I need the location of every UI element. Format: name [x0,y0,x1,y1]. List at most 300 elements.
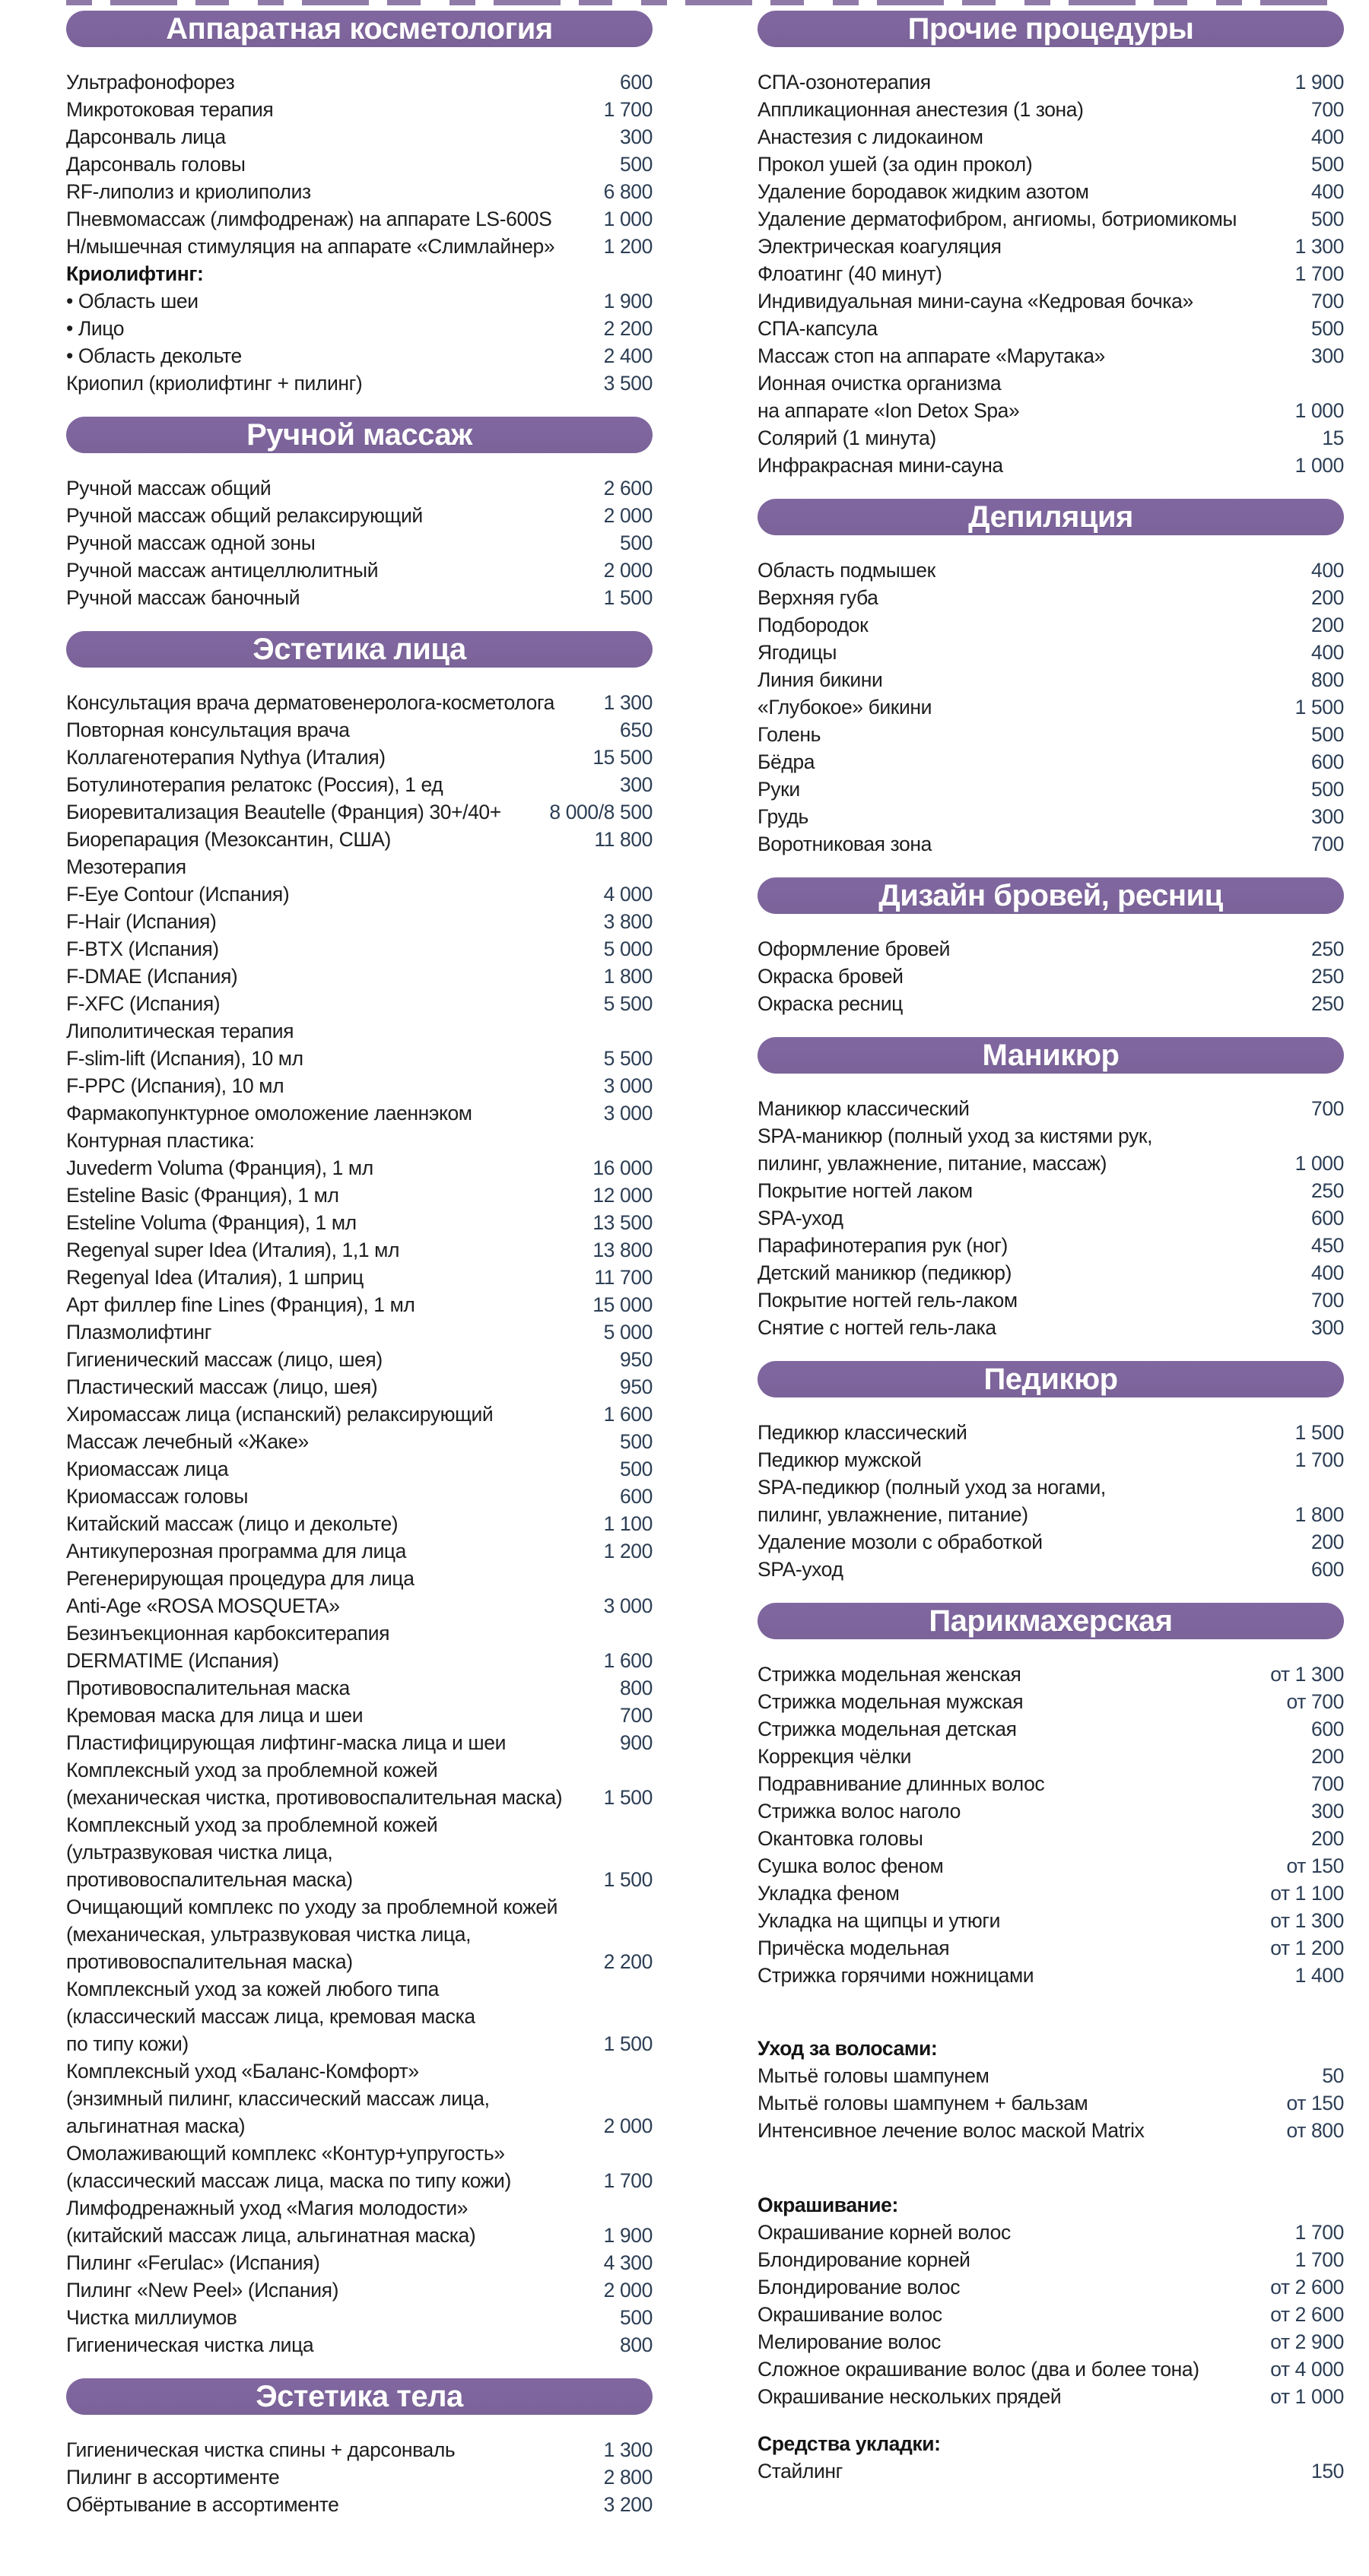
service-name: Парафинотерапия рук (ног) [758,1234,1008,1257]
service-price: 900 [619,1731,653,1754]
service-price: 3 500 [603,372,653,395]
service-price: 1 400 [1294,1964,1344,1987]
service-row [758,2356,1344,2383]
row-spacer [758,2144,1344,2191]
service-row [758,1661,1344,1688]
service-name: RF-липолиз и криолиполиз [66,180,311,203]
service-row [758,1314,1344,1341]
service-row [758,990,1344,1017]
section-header [758,1603,1344,1639]
service-name: Область подмышек [758,559,935,582]
service-price: 2 000 [603,504,653,527]
service-name: F-Eye Contour (Испания) [66,883,290,906]
price-columns [66,11,1344,2518]
service-row [66,584,653,611]
service-price: 300 [1310,805,1344,828]
service-row [758,315,1344,342]
service-name: Удаление дерматофибром, ангиомы, ботриомикомы [758,208,1237,230]
service-price: от 1 000 [1270,2385,1344,2408]
service-name: (классический массаж лица, маска по типу кожи) [66,2169,511,2192]
service-row [758,397,1344,424]
service-name: Китайский массаж (лицо и декольте) [66,1512,399,1535]
service-name: • Лицо [66,317,125,340]
service-row [66,1373,653,1401]
service-row [66,342,653,370]
service-name: Пилинг «New Peel» (Испания) [66,2279,339,2302]
service-row [66,2249,653,2276]
service-name: Повторная консультация врача [66,719,350,741]
service-name: СПА-капсула [758,317,878,340]
service-row [66,798,653,826]
service-price: 400 [1310,641,1344,664]
service-row [758,935,1344,963]
service-name: Укладка на щипцы и утюги [758,1909,1001,1932]
service-price: 800 [619,2333,653,2356]
service-row [66,1072,653,1099]
service-name: Anti-Age «ROSA MOSQUETA» [66,1594,340,1617]
service-row [758,721,1344,748]
service-name: Окрашивание: [758,2194,898,2216]
service-row [758,2117,1344,2144]
service-price: 500 [1310,778,1344,801]
service-row [66,1236,653,1264]
service-name: противовоспалительная маска) [66,1950,353,1973]
service-name: Пилинг «Ferulac» (Испания) [66,2251,320,2274]
service-name: Хиромассаж лица (испанский) релаксирующий [66,1403,494,1426]
section-header [66,2378,653,2415]
service-price: 600 [619,71,653,94]
service-name: Линия бикини [758,668,883,691]
service-row [66,2331,653,2359]
service-price: 2 400 [603,344,653,367]
service-name: Криомассаж головы [66,1485,249,1508]
service-row [758,2430,1344,2457]
service-price: 1 500 [603,1868,653,1891]
service-row [758,260,1344,287]
service-price: 1 300 [1294,235,1344,258]
service-row [758,1825,1344,1852]
service-row [66,1866,653,1893]
service-row [758,205,1344,233]
service-price: от 1 300 [1270,1909,1344,1932]
section-header [758,499,1344,535]
service-price: 2 200 [603,317,653,340]
service-name: Окраска бровей [758,965,904,988]
service-price: 200 [1310,1745,1344,1768]
service-row [66,1784,653,1811]
service-name: Липолитическая терапия [66,1020,294,1042]
service-name: (ультразвуковая чистка лица, [66,1841,333,1864]
service-row [758,370,1344,397]
service-price: 300 [619,773,653,796]
service-name: Удаление бородавок жидким азотом [758,180,1089,203]
service-price: 1 500 [1294,696,1344,719]
service-price: 700 [1310,1097,1344,1120]
service-row [66,1455,653,1483]
service-row [758,2383,1344,2410]
service-price: 300 [1310,1800,1344,1823]
service-name: Биорепарация (Мезоксантин, США) [66,828,391,851]
section-title: Депиляция [968,500,1133,534]
service-name: Солярий (1 минута) [758,427,936,449]
service-name: Криопил (криолифтинг + пилинг) [66,372,363,395]
service-price: 5 000 [603,1321,653,1344]
service-name: Гигиенический массаж (лицо, шея) [66,1348,383,1371]
service-price: 700 [1310,98,1344,121]
service-row [66,1209,653,1236]
service-row [758,1770,1344,1797]
service-price: 500 [1310,723,1344,746]
service-name: Комплексный уход за проблемной кожей [66,1759,438,1781]
service-name: Средства укладки: [758,2432,941,2455]
section-title: Педикюр [983,1363,1118,1396]
service-name: (китайский массаж лица, альгинатная маска) [66,2224,476,2247]
service-price: 2 800 [603,2466,653,2489]
service-row [66,853,653,880]
service-name: Дарсонваль лица [66,125,226,148]
service-name: Фармакопунктурное омоложение лаеннэком [66,1102,472,1125]
service-price: 1 700 [1294,262,1344,285]
service-price: 1 700 [1294,1448,1344,1471]
service-price: от 4 000 [1270,2358,1344,2381]
service-name: Regenyal Idea (Италия), 1 шприц [66,1266,364,1289]
service-price: 2 000 [603,2114,653,2137]
service-name: (механическая чистка, противовоспалительная маска) [66,1786,563,1809]
service-price: 600 [619,1485,653,1508]
service-name: Мытьё головы шампунем + бальзам [758,2092,1088,2114]
service-price: 1 900 [603,2224,653,2247]
service-price: от 150 [1286,1854,1344,1877]
service-name: Окрашивание нескольких прядей [758,2385,1062,2408]
service-row [66,1592,653,1620]
service-row [66,315,653,342]
service-price: 300 [1310,344,1344,367]
service-name: Подравнивание длинных волос [758,1772,1045,1795]
service-price: 1 900 [1294,71,1344,94]
service-name: • Область шеи [66,290,199,312]
service-price: 1 000 [1294,1152,1344,1175]
service-price: 200 [1310,1531,1344,1553]
service-row [758,2035,1344,2062]
service-name: F-PPC (Испания), 10 мл [66,1074,284,1097]
service-name: (механическая, ультразвуковая чистка лица, [66,1923,472,1946]
service-name: Массаж лечебный «Жаке» [66,1430,309,1453]
service-row [66,123,653,151]
service-row [66,287,653,315]
service-price: 1 000 [603,208,653,230]
service-row [758,1880,1344,1907]
service-name: • Область декольте [66,344,242,367]
service-name: Индивидуальная мини-сауна «Кедровая бочка» [758,290,1193,312]
service-price: 3 800 [603,910,653,933]
service-price: 1 700 [1294,2221,1344,2244]
service-name: Маникюр классический [758,1097,970,1120]
service-name: SPA-уход [758,1207,843,1229]
service-name: Арт филлер fine Lines (Франция), 1 мл [66,1293,415,1316]
service-name: DERMATIME (Испания) [66,1649,279,1672]
service-name: Антикуперозная программа для лица [66,1540,407,1562]
section-title: Дизайн бровей, ресниц [878,879,1223,912]
service-name: Очищающий комплекс по уходу за проблемной кожей [66,1896,558,1918]
service-name: Сушка волос феном [758,1854,944,1877]
service-row [66,1702,653,1729]
service-price: 400 [1310,180,1344,203]
service-name: Комплексный уход за кожей любого типа [66,1978,439,2000]
service-row [758,2328,1344,2356]
service-name: Уход за волосами: [758,2037,938,2060]
service-name: Стрижка модельная детская [758,1718,1017,1740]
service-row [758,1150,1344,1177]
service-row [66,2057,653,2085]
service-price: 500 [1310,208,1344,230]
service-row [66,1318,653,1346]
section-header [66,11,653,47]
service-row [66,1620,653,1647]
service-price: 2 000 [603,559,653,582]
service-name: Дарсонваль головы [66,153,246,176]
service-name: Противовоспалительная маска [66,1677,350,1699]
service-row [758,1852,1344,1880]
service-row [66,990,653,1017]
service-price: 2 600 [603,477,653,500]
service-name: СПА-озонотерапия [758,71,931,94]
service-name: Грудь [758,805,808,828]
service-price: 16 000 [592,1156,653,1179]
service-name: Интенсивное лечение волос маской Matrix [758,2119,1145,2142]
service-price: 15 000 [592,1293,653,1316]
service-row [66,1154,653,1182]
service-name: Стрижка волос наголо [758,1800,961,1823]
service-row [66,2085,653,2112]
service-name: F-XFC (Испания) [66,992,221,1015]
service-row [758,1095,1344,1122]
service-price: 15 500 [592,746,653,769]
service-name: Пластифицирующая лифтинг-маска лица и шеи [66,1731,506,1754]
service-name: Аппликационная анестезия (1 зона) [758,98,1084,121]
service-price: 250 [1310,1179,1344,1202]
service-row [758,1934,1344,1962]
left-column [66,11,653,2518]
service-row [758,233,1344,260]
service-name: Чистка миллиумов [66,2306,237,2329]
service-row [66,1948,653,1975]
service-price: 13 800 [592,1239,653,1261]
service-row [66,1921,653,1948]
service-price: 800 [619,1677,653,1699]
service-price: 250 [1310,937,1344,960]
row-spacer [758,1989,1344,2035]
service-name: на аппарате «Ion Detox Spa» [758,399,1020,422]
service-price: 150 [1310,2460,1344,2482]
service-row [66,2112,653,2140]
service-row [66,1510,653,1537]
service-price: 500 [1310,317,1344,340]
service-name: Ультрафонофорез [66,71,235,94]
service-name: Стайлинг [758,2460,843,2482]
service-price: 1 300 [603,2438,653,2461]
service-name: Окрашивание волос [758,2303,942,2326]
service-name: Ручной массаж баночный [66,586,300,609]
service-row [66,1127,653,1154]
service-name: Окантовка головы [758,1827,923,1850]
service-price: 450 [1310,1234,1344,1257]
service-price: от 2 600 [1270,2276,1344,2298]
service-price: 300 [619,125,653,148]
service-name: Снятие с ногтей гель-лака [758,1316,996,1339]
service-row [66,963,653,990]
service-row [66,1893,653,1921]
service-row [66,502,653,529]
service-price: от 1 200 [1270,1937,1344,1959]
service-price: от 2 900 [1270,2330,1344,2353]
service-price: 200 [1310,586,1344,609]
service-name: Криолифтинг: [66,262,204,285]
service-row [758,693,1344,721]
service-name: Ручной массаж одной зоны [66,531,316,554]
service-name: Окрашивание корней волос [758,2221,1011,2244]
service-name: SPA-педикюр (полный уход за ногами, [758,1476,1106,1499]
service-name: Анастезия с лидокаином [758,125,983,148]
service-name: Ручной массаж общий [66,477,272,500]
service-name: Гигиеническая чистка спины + дарсонваль [66,2438,456,2461]
service-row [758,557,1344,584]
service-row [66,1565,653,1592]
service-price: от 2 600 [1270,2303,1344,2326]
service-row [66,1045,653,1072]
service-name: Электрическая коагуляция [758,235,1002,258]
section-title: Эстетика тела [256,2380,463,2413]
service-row [758,2089,1344,2117]
service-row [758,1715,1344,1743]
service-name: Руки [758,778,800,801]
service-name: противовоспалительная маска) [66,1868,353,1891]
service-price: 500 [619,531,653,554]
service-row [66,557,653,584]
service-row [66,689,653,716]
service-name: Ручной массаж общий релаксирующий [66,504,423,527]
service-price: 250 [1310,965,1344,988]
service-row [758,287,1344,315]
service-name: Esteline Basic (Франция), 1 мл [66,1184,339,1207]
service-price: 11 700 [594,1266,653,1289]
service-row [66,1729,653,1756]
service-row [66,1017,653,1045]
service-name: Лимфодренажный уход «Магия молодости» [66,2197,469,2219]
service-price: 1 000 [1294,399,1344,422]
service-name: Комплексный уход «Баланс-Комфорт» [66,2060,419,2083]
service-name: Стрижка модельная женская [758,1663,1021,1686]
service-row [66,1811,653,1838]
service-name: Сложное окрашивание волос (два и более тона) [758,2358,1199,2381]
service-name: Кремовая маска для лица и шеи [66,1704,364,1727]
service-name: SPA-уход [758,1558,843,1581]
service-row [758,1259,1344,1286]
service-name: (энзимный пилинг, классический массаж лица, [66,2087,490,2110]
service-name: Ботулинотерапия релатокс (Россия), 1 ед [66,773,443,796]
service-row [66,1756,653,1784]
service-name: Стрижка модельная мужская [758,1690,1024,1713]
service-price: 250 [1310,992,1344,1015]
service-price: 13 500 [592,1211,653,1234]
service-price: 1 200 [603,235,653,258]
service-row [66,744,653,771]
service-name: Плазмолифтинг [66,1321,212,1344]
service-price: 4 000 [603,883,653,906]
service-row [66,1346,653,1373]
service-row [758,452,1344,479]
service-price: 3 000 [603,1594,653,1617]
right-column [758,11,1344,2518]
service-name: Пилинг в ассортименте [66,2466,280,2489]
service-name: Подбородок [758,614,869,636]
service-name: Обёртывание в ассортименте [66,2493,339,2516]
service-price: 11 800 [594,828,653,851]
service-row [758,1286,1344,1314]
service-row [758,1204,1344,1232]
service-name: пилинг, увлажнение, питание, массаж) [758,1152,1107,1175]
service-row [758,151,1344,178]
section-header [66,631,653,668]
service-row [66,771,653,798]
service-price: 400 [1310,125,1344,148]
service-name: «Глубокое» бикини [758,696,932,719]
service-price: 700 [1310,1772,1344,1795]
service-price: 1 200 [603,1540,653,1562]
service-name: Покрытие ногтей гель-лаком [758,1289,1018,1312]
service-price: 3 000 [603,1074,653,1097]
service-name: Комплексный уход за проблемной кожей [66,1813,438,1836]
service-row [758,1122,1344,1150]
service-row [66,1264,653,1291]
service-row [66,2167,653,2194]
service-row [758,1232,1344,1259]
service-row [66,935,653,963]
service-price: 5 000 [603,937,653,960]
service-row [758,1907,1344,1934]
service-price: 650 [619,719,653,741]
service-price: 50 [1322,2064,1344,2087]
service-row [66,1182,653,1209]
service-price: 700 [1310,833,1344,855]
service-name: Воротниковая зона [758,833,932,855]
service-name: Ручной массаж антицеллюлитный [66,559,379,582]
service-row [66,1647,653,1674]
service-row [66,233,653,260]
service-row [758,424,1344,452]
service-name: F-DMAE (Испания) [66,965,238,988]
service-row [66,205,653,233]
service-row [66,2003,653,2030]
service-row [66,2030,653,2057]
service-row [758,178,1344,205]
service-price: 500 [1310,153,1344,176]
service-row [758,1797,1344,1825]
service-row [758,1177,1344,1204]
service-price: 500 [619,1458,653,1480]
service-price: 500 [619,1430,653,1453]
service-price: 12 000 [592,1184,653,1207]
service-row [758,1528,1344,1556]
service-row [758,666,1344,693]
service-name: Прокол ушей (за один прокол) [758,153,1033,176]
service-price: 700 [1310,1289,1344,1312]
service-price: 700 [619,1704,653,1727]
service-price: от 800 [1286,2119,1344,2142]
service-row [66,2436,653,2463]
service-row [66,2276,653,2304]
service-row [66,908,653,935]
service-price: 1 500 [603,586,653,609]
